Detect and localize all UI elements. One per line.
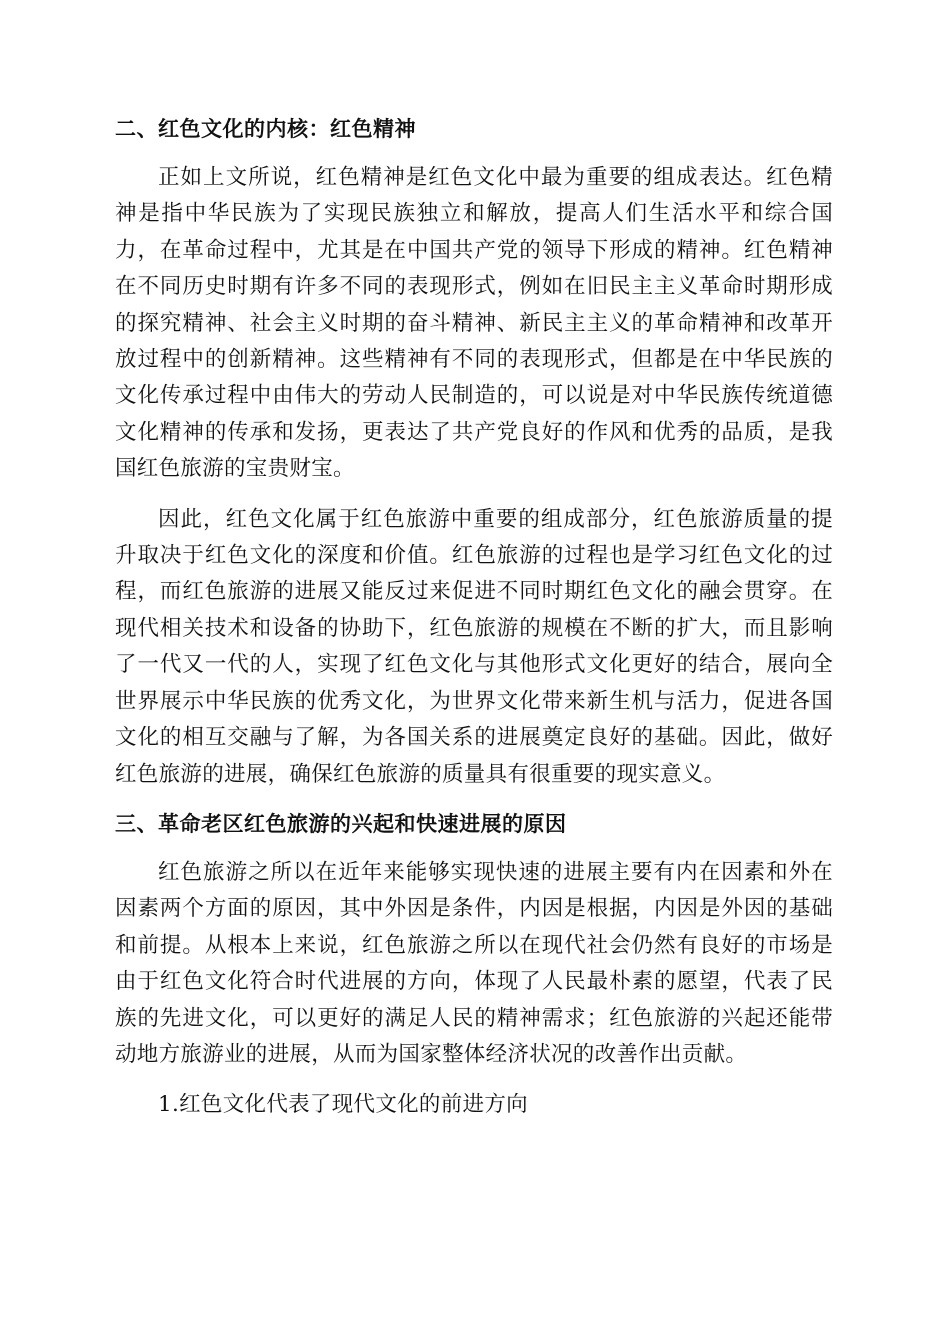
spacer — [115, 845, 833, 855]
spacer — [115, 150, 833, 160]
section-heading: 三、革命老区红色旅游的兴起和快速进展的原因 — [115, 811, 567, 836]
paragraph: 正如上文所说，红色精神是红色文化中最为重要的组成表达。红色精神是指中华民族为了实现民族独立和解放，提高人们生活水平和综合国力，在革命过程中，尤其是在中国共产党的领导下形成的精神。红色精神在不同历史时期有许多不同的表现形式，例如在旧民主主义革命时期形成的探究精神、社会主义时期的奋斗精神、新民主主义的革命精神和改革开放过程中的创新精神。这些精神有不同的表现形式，但都是在中华民族的文化传承过程中由伟大的劳动人民制造的，可以说是对中华民族传统道德文化精神的传承和发扬，更表达了共产党良好的作风和优秀的品质，是我国红色旅游的宝贵财宝。 — [115, 165, 833, 482]
paragraph: 红色旅游之所以在近年来能够实现快速的进展主要有内在因素和外在因素两个方面的原因，其中外因是条件，内因是根据，内因是外因的基础和前提。从根本上来说，红色旅游之所以在现代社会仍然有良好的市场是由于红色文化符合时代进展的方向，体现了人民最朴素的愿望，代表了民族的先进文化，可以更好的满足人民的精神需求；红色旅游的兴起还能带动地方旅游业的进展，从而为国家整体经济状况的改善作出贡献。 — [115, 859, 833, 1067]
list-item: 1.红色文化代表了现代文化的前进方向 — [158, 1092, 528, 1118]
spacer — [115, 488, 833, 502]
spacer — [115, 1073, 833, 1087]
document-page — [115, 108, 833, 1123]
section-heading: 二、红色文化的内核：红色精神 — [115, 117, 416, 141]
paragraph: 因此，红色文化属于红色旅游中重要的组成部分，红色旅游质量的提升取决于红色文化的深度和价值。红色旅游的过程也是学习红色文化的过程，而红色旅游的进展又能反过来促进不同时期红色文化的融会贯穿。在现代相关技术和设备的协助下，红色旅游的规模在不断的扩大，而且影响了一代又一代的人，实现了红色文化与其他形式文化更好的结合，展向全世界展示中华民族的优秀文化，为世界文化带来新生机与活力，促进各国文化的相互交融与了解，为各国关系的进展奠定良好的基础。因此，做好红色旅游的进展，确保红色旅游的质量具有很重要的现实意义。 — [115, 506, 833, 787]
spacer — [115, 793, 833, 803]
